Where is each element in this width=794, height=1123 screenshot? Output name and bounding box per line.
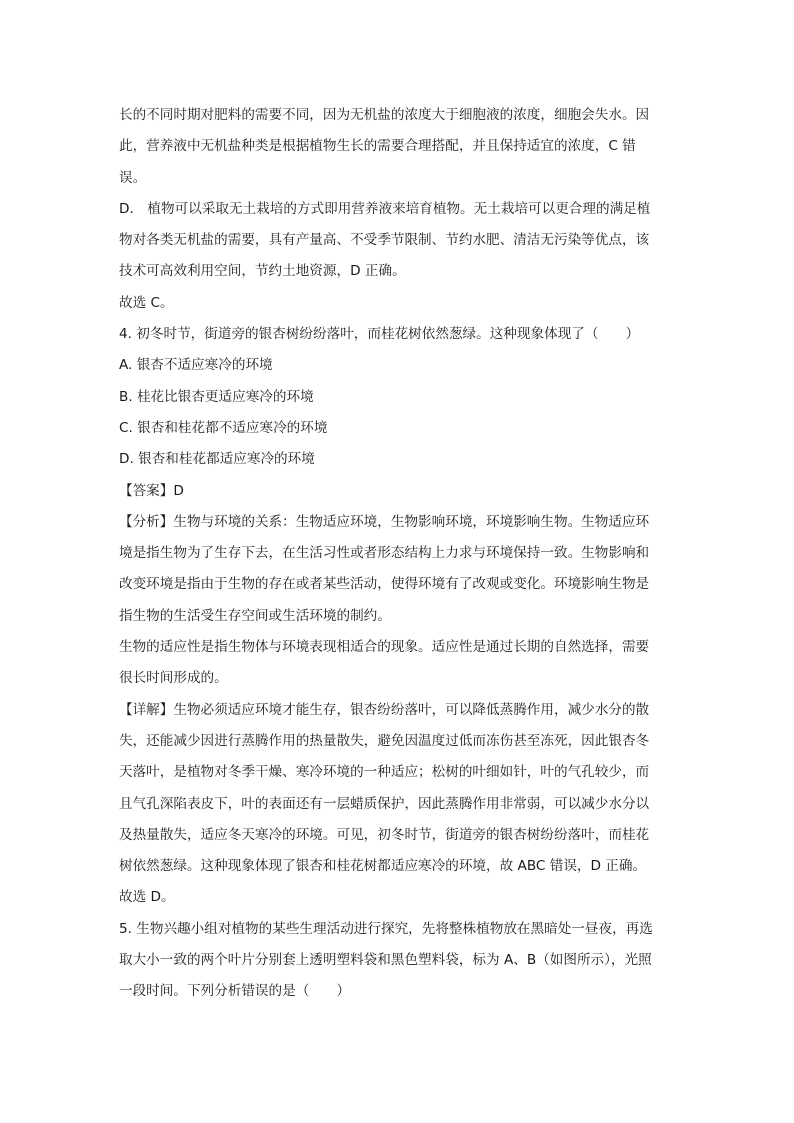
analysis-line: 【分析】生物与环境的关系：生物适应环境，生物影响环境，环境影响生物。生物适应环 [119,513,650,530]
option-d: D. 银杏和桂花都适应寒冷的环境 [119,451,315,468]
analysis-line: 很长时间形成的。 [119,670,228,687]
text-line: 故选 C。 [119,294,174,311]
analysis-line: 生物的适应性是指生物体与环境表现相适合的现象。适应性是通过长期的自然选择，需要 [119,639,650,656]
question-4-stem: 4. 初冬时节，街道旁的银杏树纷纷落叶，而桂花树依然葱绿。这种现象体现了（ ） [119,326,640,343]
analysis-line: 改变环境是指由于生物的存在或者某些活动，使得环境有了改观或变化。环境影响生物是 [119,576,650,593]
document-body [119,100,679,1008]
text-line: 技术可高效利用空间，节约土地资源，D 正确。 [119,263,406,280]
explanation-line: 树依然葱绿。这种现象体现了银杏和桂花树都适应寒冷的环境，故 ABC 错误，D 正确。 [119,858,647,875]
question-5-stem: 一段时间。下列分析错误的是（ ） [119,983,351,1000]
option-c: C. 银杏和桂花都不适应寒冷的环境 [119,419,328,436]
text-line: 长的不同时期对肥料的需要不同，因为无机盐的浓度大于细胞液的浓度，细胞会失水。因 [119,107,650,123]
text-line: 此，营养液中无机盐种类是根据植物生长的需要合理搭配，并且保持适宜的浓度，C 错 [119,138,636,155]
analysis-line: 境是指生物为了生存下去，在生活习性或者形态结构上力求与环境保持一致。生物影响和 [119,545,650,562]
option-b: B. 桂花比银杏更适应寒冷的环境 [119,388,314,405]
text-line: 物对各类无机盐的需要，具有产量高、不受季节限制、节约水肥、清洁无污染等优点，该 [119,232,650,249]
text-line: D． 植物可以采取无土栽培的方式即用营养液来培育植物。无土栽培可以更合理的满足植 [119,200,651,217]
question-5-stem: 5. 生物兴趣小组对植物的某些生理活动进行探究，先将整株植物放在黑暗处一昼夜，再选 [119,920,653,937]
text-line: 故选 D。 [119,889,175,906]
explanation-line: 【详解】生物必须适应环境才能生存，银杏纷纷落叶，可以降低蒸腾作用，减少水分的散 [119,701,650,718]
explanation-line: 天落叶，是植物对冬季干燥、寒冷环境的一种适应；松树的叶细如针，叶的气孔较少，而 [119,764,650,781]
explanation-line: 失，还能减少因进行蒸腾作用的热量散失，避免因温度过低而冻伤甚至冻死，因此银杏冬 [119,732,650,749]
answer-line: 【答案】D [119,482,184,499]
explanation-line: 且气孔深陷表皮下，叶的表面还有一层蜡质保护，因此蒸腾作用非常弱，可以减少水分以 [119,795,650,812]
question-5-stem: 取大小一致的两个叶片分别套上透明塑料袋和黑色塑料袋，标为 A、B（如图所示），光照 [119,952,652,969]
explanation-line: 及热量散失，适应冬天寒冷的环境。可见，初冬时节，街道旁的银杏树纷纷落叶，而桂花 [119,826,650,843]
text-line: 误。 [119,169,147,186]
option-a: A. 银杏不适应寒冷的环境 [119,357,273,374]
analysis-line: 指生物的生活受生存空间或生活环境的制约。 [119,607,391,624]
